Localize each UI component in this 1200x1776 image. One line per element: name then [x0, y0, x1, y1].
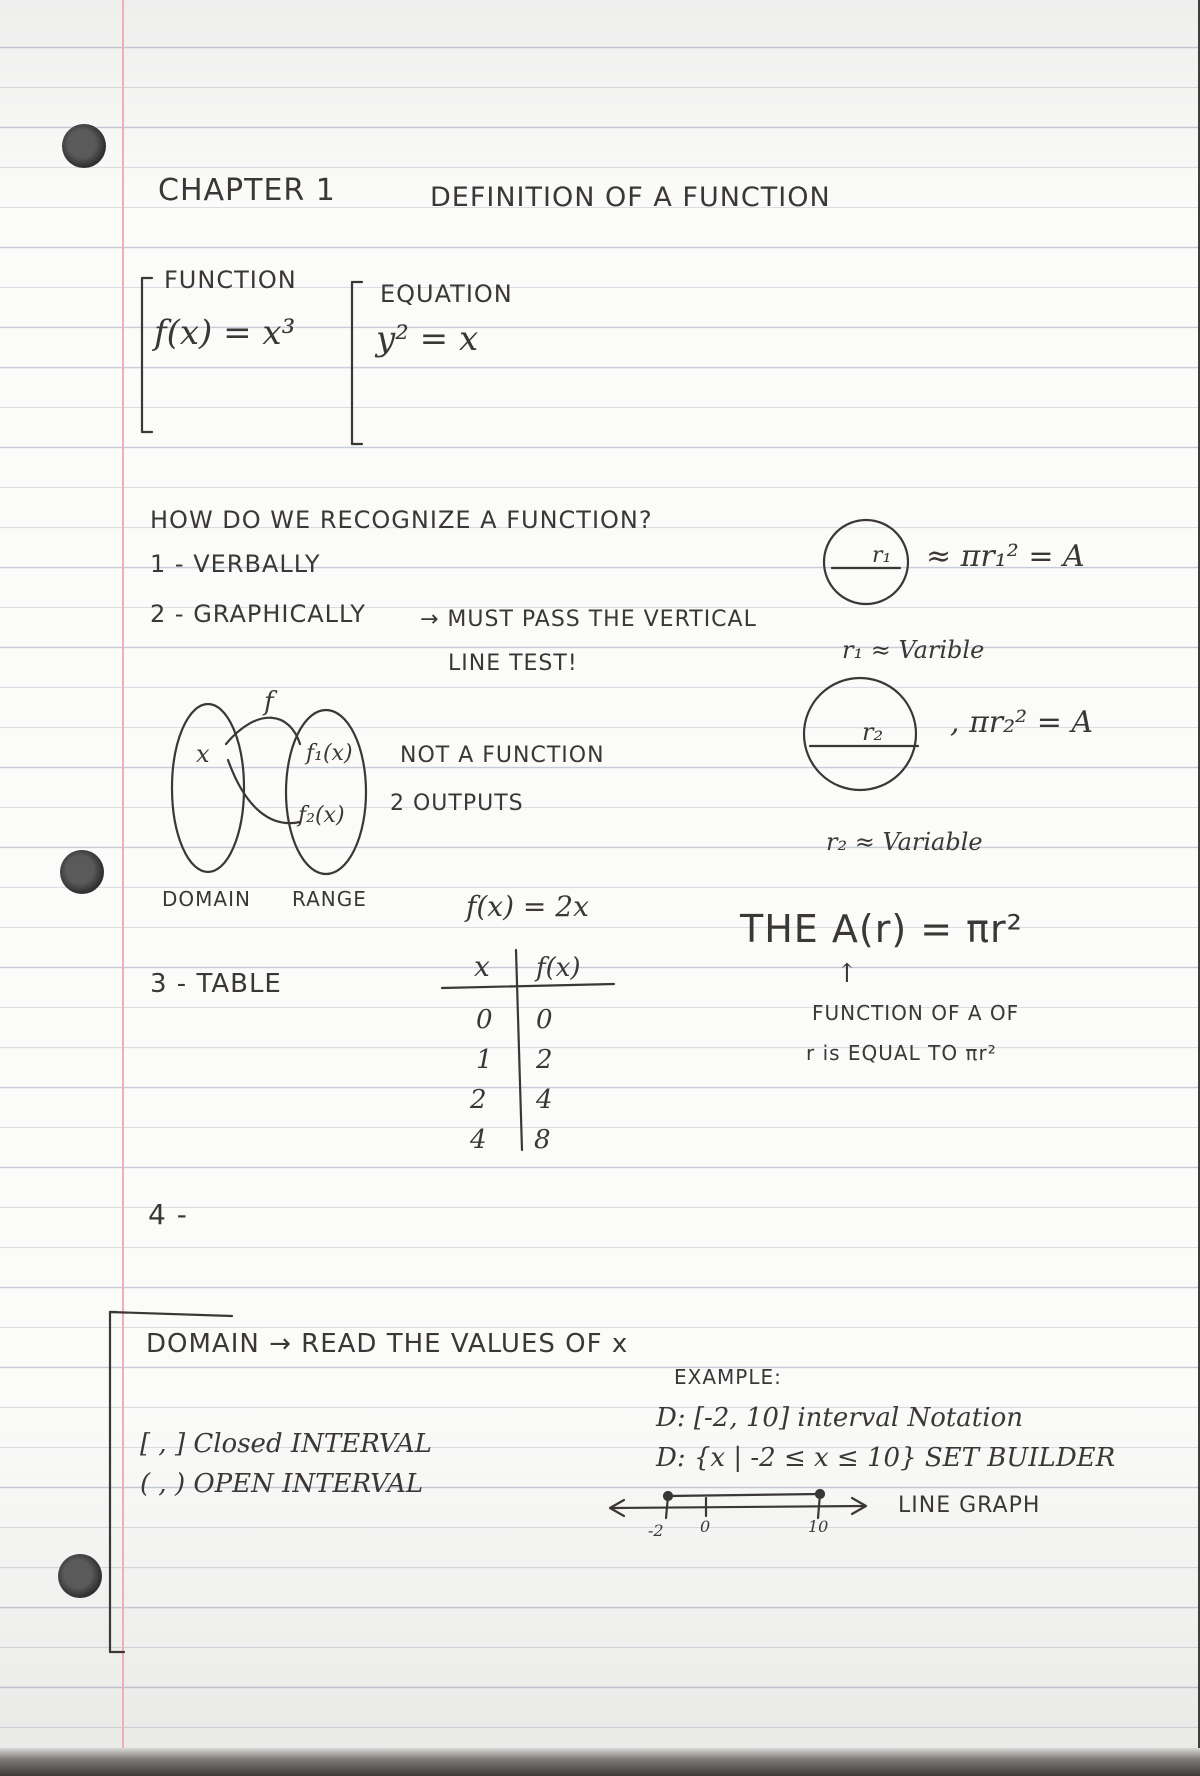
table-header-rule: [442, 984, 614, 988]
function-bracket: [142, 278, 152, 432]
recognize-question: HOW DO WE RECOGNIZE A FUNCTION?: [150, 506, 653, 534]
interval-notation: D: [-2, 10] interval Notation: [656, 1403, 1023, 1433]
domain-label: DOMAIN: [162, 887, 251, 911]
circle-r2-label: r₂: [862, 718, 884, 746]
number-line-graph: [610, 1490, 866, 1540]
circle-r1-formula: ≈ πr₁² = A: [926, 539, 1085, 574]
area-arrow: ↑: [836, 959, 858, 989]
line-graph-label: LINE GRAPH: [898, 1493, 1041, 1518]
mapping-f-label: f: [264, 687, 274, 717]
vertical-line-test-note: → MUST PASS THE VERTICAL: [420, 607, 757, 632]
not-a-function-note: NOT A FUNCTION: [400, 743, 605, 768]
circle-r1-note: r₁ ≈ Varible: [842, 636, 985, 664]
circle-r1: [824, 520, 908, 604]
vertical-line-test-note-2: LINE TEST!: [448, 651, 578, 676]
domain-element-x: x: [196, 740, 210, 768]
closed-endpoint-right: [816, 1490, 824, 1498]
table-row-fx: 4: [536, 1085, 553, 1115]
tick-label-neg2: -2: [648, 1521, 664, 1540]
page-title: DEFINITION OF A FUNCTION: [430, 182, 831, 213]
function-label: FUNCTION: [164, 266, 297, 294]
open-interval-note: ( , ) OPEN INTERVAL: [140, 1469, 424, 1499]
equation-label: EQUATION: [380, 280, 513, 308]
area-function-statement: THE A(r) = πr²: [740, 907, 1023, 951]
table-formula: f(x) = 2x: [466, 890, 589, 923]
number-line: [612, 1506, 864, 1508]
circle-r2-note: r₂ ≈ Variable: [826, 828, 983, 856]
table-row-x: 2: [470, 1085, 487, 1115]
circle-r2: [804, 678, 916, 790]
chapter-label: CHAPTER 1: [158, 173, 336, 208]
item-table-label: 3 - TABLE: [150, 969, 282, 999]
area-explanation-1: FUNCTION OF A OF: [812, 1001, 1020, 1025]
two-outputs-note: 2 OUTPUTS: [390, 791, 524, 816]
example-label: EXAMPLE:: [674, 1365, 782, 1389]
function-expression: f(x) = x³: [154, 313, 296, 353]
range-output-1: f₁(x): [306, 741, 353, 766]
table-column-rule: [516, 950, 522, 1150]
recognize-item-graphically: 2 - GRAPHICALLY: [150, 600, 366, 628]
closed-interval-note: [ , ] Closed INTERVAL: [140, 1429, 432, 1459]
closed-endpoint-left: [664, 1492, 672, 1500]
domain-heading: DOMAIN → READ THE VALUES OF x: [146, 1329, 629, 1359]
table-row-fx: 2: [536, 1045, 553, 1075]
table-row-x: 4: [470, 1125, 487, 1155]
equation-bracket: [352, 282, 362, 444]
mapping-arrow-2: [228, 760, 300, 823]
range-label: RANGE: [292, 887, 367, 911]
table-header-x: x: [474, 950, 490, 983]
circle-r1-label: r₁: [872, 543, 892, 568]
circle-r2-formula: , πr₂² = A: [950, 705, 1094, 740]
domain-shaded-segment: [668, 1494, 820, 1496]
table-row-fx: 8: [534, 1125, 551, 1155]
recognize-item-verbally: 1 - VERBALLY: [150, 550, 321, 578]
tick-label-ten: 10: [808, 1517, 829, 1536]
domain-oval: [172, 704, 244, 872]
range-oval: [286, 710, 366, 874]
set-builder-notation: D: {x | -2 ≤ x ≤ 10} SET BUILDER: [656, 1443, 1116, 1473]
range-output-2: f₂(x): [298, 803, 345, 828]
table-header-fx: f(x): [536, 953, 581, 983]
tick-label-zero: 0: [700, 1517, 711, 1536]
table-row-fx: 0: [536, 1005, 553, 1035]
equation-expression: y² = x: [376, 319, 479, 359]
table-row-x: 0: [476, 1005, 493, 1035]
value-table: [469, 950, 581, 1155]
item-four-label: 4 -: [148, 1198, 188, 1231]
domain-section-bracket: [110, 1312, 124, 1652]
table-row-x: 1: [476, 1045, 493, 1075]
area-explanation-2: r is EQUAL TO πr²: [806, 1041, 997, 1065]
domain-section-top-line: [110, 1312, 232, 1316]
